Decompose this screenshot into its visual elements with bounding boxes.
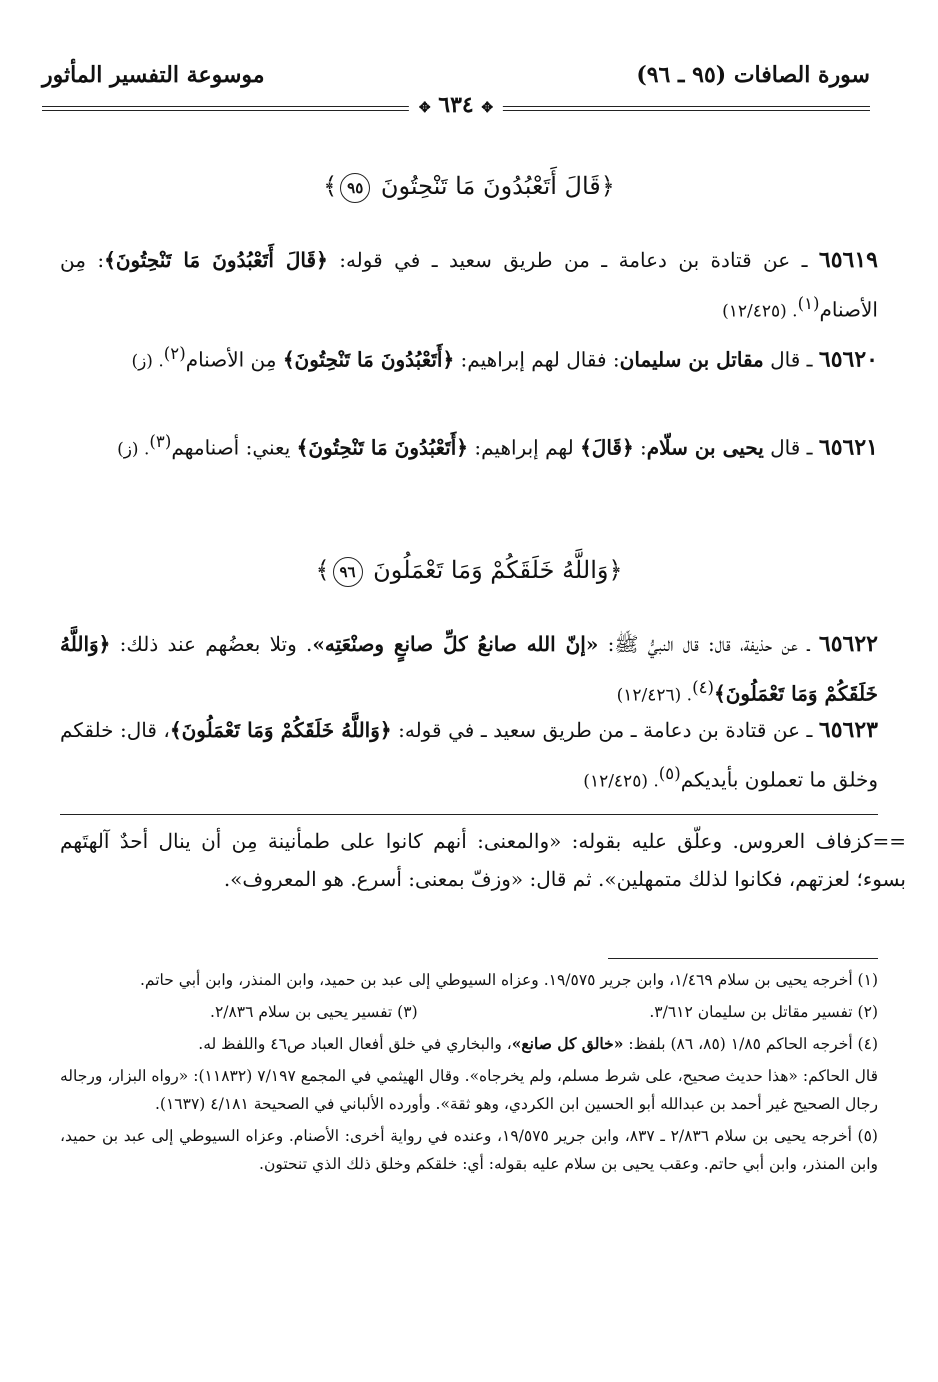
- continued-footnote: [60, 822, 906, 898]
- footnote-5: (٥) أخرجه يحيى بن سلام ٢/٨٣٦ ـ ٨٣٧، وابن جرير ١٩/٥٧٥، وعنده في رواية أخرى: الأصنام. وعزاه السيوطي إلى عبد بن حميد، وابن المنذر، وابن أبي حاتم. وعقب يحيى بن سلام عليه بقوله: أي: خلقكم وخلق ذلك الذي تنحتون.: [60, 1127, 878, 1173]
- continued-footnote-text: ==كزفاف العروس. وعلّق عليه بقوله: «والمعنى: أنهم كانوا على طمأنينة مِن أن ينال أحدٌ آلهتَهم بسوء؛ لعزتهم، فكانوا لذلك متمهلين». ثم قال: «وزفّ بمعنى: أسرع. هو المعروف».: [60, 829, 906, 891]
- entry-text: : فقال لهم إبراهيم:: [454, 347, 620, 372]
- hadith-quote: «إنّ الله صانعُ كلِّ صانعٍ وصنْعَتِه»: [312, 632, 599, 656]
- verse-close-bracket: ﴾: [323, 172, 338, 200]
- footnote-row-2-3: [60, 998, 878, 1026]
- quran-quote: ﴿قَالَ أَتَعْبُدُونَ مَا تَنْحِتُونَ﴾: [104, 248, 328, 272]
- entry-text: ـ قال: [763, 435, 819, 460]
- entry-number: ٦٥٦١٩: [818, 247, 878, 273]
- verse-text: ﴿وَاللَّهُ خَلَقَكُمْ وَمَا تَعْمَلُونَ: [373, 556, 623, 584]
- entry-text: يعني: أصنامهم: [171, 435, 297, 460]
- volume-reference: . (١٢/٤٢٥): [722, 301, 798, 322]
- footnote-1: (١) أخرجه يحيى بن سلام ١/٤٦٩، وابن جرير ١٩/٥٧٥. وعزاه السيوطي إلى عبد بن حميد، وابن المنذر، وابن أبي حاتم.: [140, 971, 878, 989]
- quran-quote: ﴿وَاللَّهُ خَلَقَكُمْ وَمَا تَعْمَلُونَ﴾: [60, 632, 878, 706]
- page-header: [42, 62, 870, 122]
- entry-text: ـ قال: [763, 347, 819, 372]
- entry-text: : مِن الأصنام: [60, 248, 878, 322]
- footnote-marker[interactable]: (٤): [692, 678, 715, 697]
- quran-quote: ﴿قَالَ﴾: [580, 435, 634, 460]
- entry-text: ـ عن حذيفة، قال: قال النبيُّ ﷺ:: [598, 632, 819, 656]
- ornament-left-icon: ✥: [481, 100, 494, 116]
- verse-text: ﴿قَالَ أَتَعْبُدُونَ مَا تَنْحِتُونَ: [380, 172, 615, 200]
- verse-number-badge: ٩٦: [333, 557, 363, 587]
- volume-reference: . (١٢/٤٢٦): [616, 685, 693, 706]
- entry-number: ٦٥٦٢٣: [818, 717, 878, 743]
- entry-text: ـ عن قتادة بن دعامة ـ من طريق سعيد ـ في قوله:: [391, 718, 819, 742]
- narrator-name: مقاتل بن سليمان: [619, 347, 764, 372]
- entry-text: مِن الأصنام: [185, 347, 283, 372]
- volume-reference: . (ز): [117, 439, 150, 460]
- footnote-marker[interactable]: (٥): [658, 764, 681, 783]
- page-number: [409, 92, 503, 118]
- entry-number: ٦٥٦٢٢: [818, 631, 878, 657]
- footnote-4: [60, 1030, 878, 1058]
- entry-number: ٦٥٦٢٠: [818, 346, 878, 373]
- surah-title: سورة الصافات (٩٥ ـ ٩٦): [636, 62, 870, 88]
- entry-65623: [60, 708, 878, 804]
- quran-quote: ﴿وَاللَّهُ خَلَقَكُمْ وَمَا تَعْمَلُونَ﴾: [169, 718, 392, 742]
- book-title: موسوعة التفسير المأثور: [42, 62, 265, 88]
- footnote-4-text: (٤) أخرجه الحاكم ١/٨٥ (٨٥، ٨٦) بلفظ:: [623, 1035, 878, 1053]
- verse-heading-96: [60, 556, 878, 587]
- volume-reference: . (١٢/٤٢٥): [583, 771, 659, 792]
- entry-text: ـ عن قتادة بن دعامة ـ من طريق سعيد ـ في قوله:: [327, 248, 819, 272]
- footnote-4-continued: قال الحاكم: «هذا حديث صحيح، على شرط مسلم، ولم يخرجاه». وقال الهيثمي في المجمع ٧/١٩٧ (١١٨٣٢): «رواه البزار، ورجاله رجال الصحيح غير أحمد بن عبدالله أبو الحسين ابن الكردي، وهو ثقة». وأورده الألباني في الصحيحة ٤/١٨١ (١٦٣٧).: [60, 1067, 878, 1113]
- quran-quote: ﴿أَتَعْبُدُونَ مَا تَنْحِتُونَ﴾: [296, 435, 469, 460]
- footnotes: [60, 966, 878, 1178]
- entry-text: . وتلا بعضُهم عند ذلك:: [110, 632, 313, 656]
- volume-reference: . (ز): [131, 351, 164, 372]
- verse-close-bracket: ﴾: [315, 556, 330, 584]
- entry-65622: [60, 622, 878, 718]
- entry-text: لهم إبراهيم:: [468, 435, 581, 460]
- footnote-marker[interactable]: (٢): [163, 344, 186, 363]
- footnote-4-text: ، والبخاري في خلق أفعال العباد ص٤٦ واللفظ له.: [198, 1035, 512, 1053]
- separator-line: [60, 814, 878, 815]
- entry-number: ٦٥٦٢١: [818, 434, 878, 461]
- footnote-marker[interactable]: (٣): [149, 432, 172, 451]
- footnote-separator: [608, 958, 878, 959]
- entry-65621: [60, 420, 878, 472]
- footnote-4-quote: «خالق كل صانع»: [511, 1034, 624, 1053]
- quran-quote: ﴿أَتَعْبُدُونَ مَا تَنْحِتُونَ﴾: [282, 347, 455, 372]
- entry-text: :: [633, 435, 647, 460]
- verse-heading-95: [60, 172, 878, 203]
- footnote-3: (٣) تفسير يحيى بن سلام ٢/٨٣٦.: [210, 1003, 418, 1021]
- entry-65620: [60, 332, 878, 384]
- footnote-marker[interactable]: (١): [797, 294, 820, 313]
- ornament-right-icon: ✥: [418, 100, 431, 116]
- entry-text: ، قال: خلقكم وخلق ما تعملون بأيديكم: [60, 718, 878, 792]
- entry-65619: [60, 238, 878, 334]
- footnote-2: (٢) تفسير مقاتل بن سليمان ٣/٦١٢.: [649, 1003, 878, 1021]
- narrator-name: يحيى بن سلّام: [646, 435, 764, 460]
- verse-number-badge: ٩٥: [340, 173, 370, 203]
- page-number-text: ٦٣٤: [438, 92, 474, 118]
